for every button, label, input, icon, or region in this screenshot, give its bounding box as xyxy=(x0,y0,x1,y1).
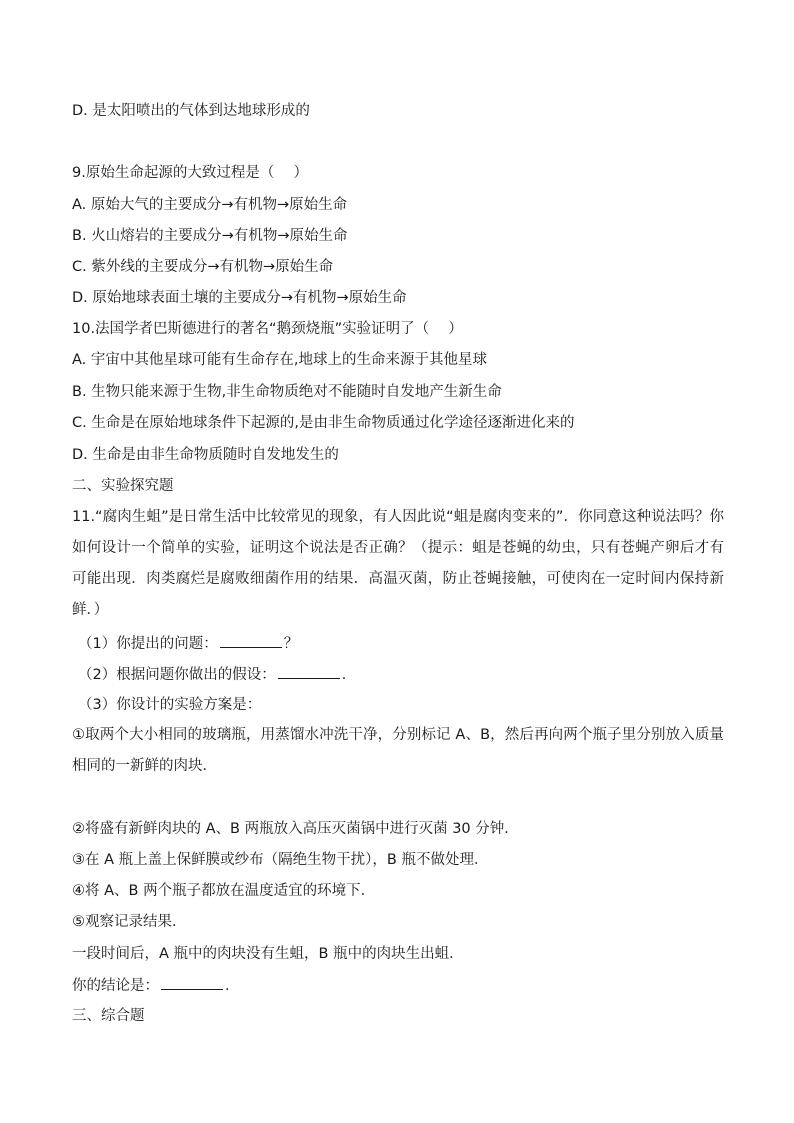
q9-option-a: A. 原始大气的主要成分→有机物→原始生命 xyxy=(72,197,348,213)
q9-stem: 9.原始生命起源的大致过程是（ ） xyxy=(72,165,308,181)
q10-option-d: D. 生命是由非生命物质随时自发地发生的 xyxy=(72,447,339,463)
q8-option-d: D. 是太阳喷出的气体到达地球形成的 xyxy=(72,103,310,119)
section-3-title: 三、综合题 xyxy=(72,1008,145,1024)
q11-step-3: ③在 A 瓶上盖上保鲜膜或纱布（隔绝生物干扰），B 瓶不做处理． xyxy=(72,852,489,868)
q11-step-2: ②将盛有新鲜肉块的 A、B 两瓶放入高压灭菌锅中进行灭菌 30 分钟． xyxy=(72,821,519,837)
q11-sub1 xyxy=(78,633,298,654)
q11-sub2-prefix: （2）根据问题你做出的假设： xyxy=(78,667,276,683)
q11-step-5: ⑤观察记录结果． xyxy=(72,914,187,930)
q11-stem: 11.“腐肉生蛆”是日常生活中比较常见的现象，有人因此说“蛆是腐肉变来的”．你同意这种说法吗？你如何设计一个简单的实验，证明这个说法是否正确？（提示：蛆是苍蝇的幼虫，只有苍蝇产卵后才有可能出现．肉类腐烂是腐败细菌作用的结果．高温灭菌，防止苍蝇接触，可使肉在一定时间内保持新鲜．） xyxy=(72,509,724,618)
q10-stem: 10.法国学者巴斯德进行的著名“鹅颈烧瓶”实验证明了（ ） xyxy=(72,321,463,337)
q10-option-c: C. 生命是在原始地球条件下起源的,是由非生命物质通过化学途径逐渐进化来的 xyxy=(72,415,575,431)
q11-result: 一段时间后，A 瓶中的肉块没有生蛆，B 瓶中的肉块生出蛆． xyxy=(72,946,464,962)
q11-step-1: ①取两个大小相同的玻璃瓶，用蒸馏水冲洗干净，分别标记 A、B，然后再向两个瓶子里分别放入质量相同的一新鲜的肉块． xyxy=(72,727,724,774)
q10-option-a: A. 宇宙中其他星球可能有生命存在,地球上的生命来源于其他星球 xyxy=(72,352,487,368)
q11-conclusion-answer-blank[interactable] xyxy=(161,975,223,990)
q11-sub2-suffix: ． xyxy=(341,667,357,683)
q10-option-b: B. 生物只能来源于生物,非生命物质绝对不能随时自发地产生新生命 xyxy=(72,384,502,400)
q11-conclusion xyxy=(72,975,240,996)
q9-option-b: B. 火山熔岩的主要成分→有机物→原始生命 xyxy=(72,228,348,244)
q11-step-4: ④将 A、B 两个瓶子都放在温度适宜的环境下． xyxy=(72,883,376,899)
q11-conclusion-prefix: 你的结论是： xyxy=(72,978,159,994)
q9-option-c: C. 紫外线的主要成分→有机物→原始生命 xyxy=(72,259,334,275)
section-2-title: 二、实验探究题 xyxy=(72,478,174,494)
q11-sub1-answer-blank[interactable] xyxy=(220,633,282,648)
q11-sub2-answer-blank[interactable] xyxy=(278,664,340,679)
q11-sub2 xyxy=(78,664,356,685)
q11-conclusion-suffix: ． xyxy=(225,978,240,994)
q11-sub3: （3）你设计的实验方案是： xyxy=(78,697,262,713)
q11-sub1-prefix: （1）你提出的问题： xyxy=(78,636,218,652)
q11-sub1-suffix: ？ xyxy=(283,636,299,652)
q9-option-d: D. 原始地球表面土壤的主要成分→有机物→原始生命 xyxy=(72,290,407,306)
